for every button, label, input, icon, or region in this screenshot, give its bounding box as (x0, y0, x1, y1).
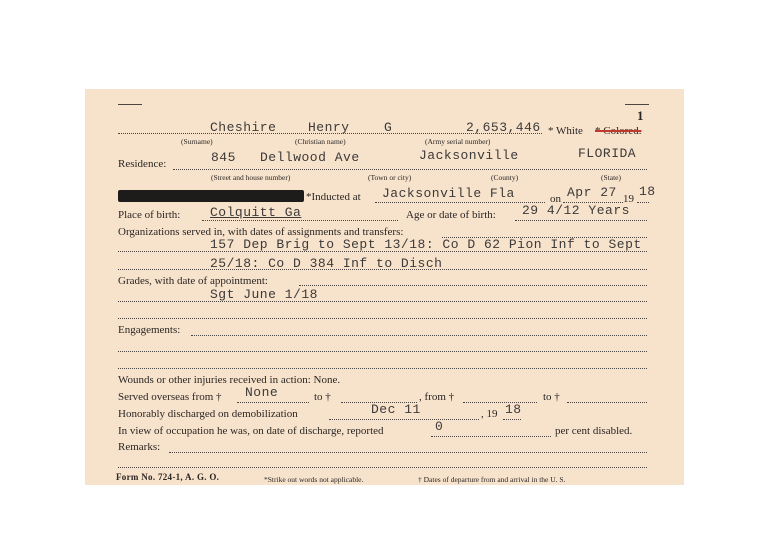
race-colored-label: * Colored. (595, 125, 642, 137)
age-line (515, 220, 647, 221)
engagements-line-0 (191, 335, 647, 336)
form-number: Form No. 724-1, A. G. O. (116, 472, 220, 482)
residence-label: Residence: (118, 158, 167, 170)
inducted-year-value: 18 (639, 184, 656, 199)
race-white-label: * White (548, 125, 583, 137)
card-number: 1 (637, 108, 644, 123)
residence-line (173, 169, 647, 170)
inducted-year-line (637, 202, 649, 203)
street-value: Dellwood Ave (260, 150, 360, 165)
overseas-value: None (245, 385, 279, 400)
birth-place-line (202, 220, 398, 221)
state-value: FLORIDA (578, 146, 637, 161)
surname-value: Cheshire (210, 120, 277, 135)
remarks-line-0 (169, 452, 647, 453)
christian-name-caption: (Christian name) (295, 137, 346, 146)
occupation-label: In view of occupation he was, on date of discharge, reported (118, 425, 384, 437)
christian-name-value: Henry (308, 120, 350, 135)
footnote-dates: † Dates of departure from and arrival in the U. S. (418, 475, 566, 484)
birth-place-label: Place of birth: (118, 209, 181, 221)
organizations-label: Organizations served in, with dates of assignments and transfers: (118, 226, 404, 238)
overseas-from2-label: , from † (419, 391, 455, 403)
overseas-from-line (237, 402, 309, 403)
remarks-line-1 (118, 467, 647, 468)
inducted-label: *Inducted at (306, 191, 361, 203)
birth-place-value: Colquitt Ga (210, 205, 302, 220)
grades-value: Sgt June 1/18 (210, 287, 318, 302)
county-caption: (County) (491, 173, 519, 182)
organizations-line1-value: 157 Dep Brig to Sept 13/18: Co D 62 Pion Inf to Sept (210, 237, 642, 252)
grades-label: Grades, with date of appointment: (118, 275, 268, 287)
inducted-date-value: Apr 27 (567, 185, 617, 200)
organizations-line-2 (118, 269, 647, 270)
engagements-line-1 (118, 351, 647, 352)
on-label: on (550, 193, 561, 205)
wounds-label: Wounds or other injuries received in action: None. (118, 374, 341, 386)
service-record-card (85, 89, 684, 485)
engagements-line-2 (118, 368, 647, 369)
overseas-from2-line (463, 402, 537, 403)
discharge-label: Honorably discharged on demobilization (118, 408, 298, 420)
organizations-line-1 (118, 251, 647, 252)
age-value: 29 4/12 Years (522, 203, 630, 218)
house-number-value: 845 (211, 150, 236, 165)
city-value: Jacksonville (419, 148, 519, 163)
remarks-label: Remarks: (118, 441, 161, 453)
engagements-label: Engagements: (118, 324, 181, 336)
top-right-rule (625, 104, 649, 105)
serial-number-value: 2,653,446 (466, 120, 541, 135)
percent-value: 0 (435, 419, 444, 434)
discharge-date-value: Dec 11 (371, 402, 421, 417)
overseas-to-label: to † (314, 391, 331, 403)
overseas-to2-line (567, 402, 647, 403)
percent-label: per cent disabled. (555, 425, 633, 437)
percent-line (431, 436, 551, 437)
top-left-rule (118, 104, 142, 105)
grades-line-0 (299, 285, 647, 286)
middle-initial-value: G (384, 120, 393, 135)
discharge-date-line (329, 419, 479, 420)
street-caption: (Street and house number) (211, 173, 291, 182)
grades-line-2 (118, 318, 647, 319)
overseas-to2-label: to † (543, 391, 560, 403)
discharge-year-prefix: , 19 (481, 408, 498, 420)
discharge-year-line (503, 419, 521, 420)
surname-caption: (Surname) (181, 137, 213, 146)
age-label: Age or date of birth: (406, 209, 496, 221)
grades-line-1 (118, 301, 647, 302)
overseas-from-label: Served overseas from † (118, 391, 222, 403)
inducted-place-value: Jacksonville Fla (382, 186, 515, 201)
serial-number-caption: (Army serial number) (425, 137, 491, 146)
footnote-strike: *Strike out words not applicable. (264, 475, 364, 484)
inducted-place-line (375, 202, 545, 203)
town-caption: (Town or city) (368, 173, 412, 182)
organizations-line2-value: 25/18: Co D 384 Inf to Disch (210, 256, 443, 271)
state-caption: (State) (601, 173, 621, 182)
redaction-bar (118, 190, 304, 202)
inducted-year-prefix: 19 (623, 193, 634, 205)
discharge-year-value: 18 (505, 402, 522, 417)
